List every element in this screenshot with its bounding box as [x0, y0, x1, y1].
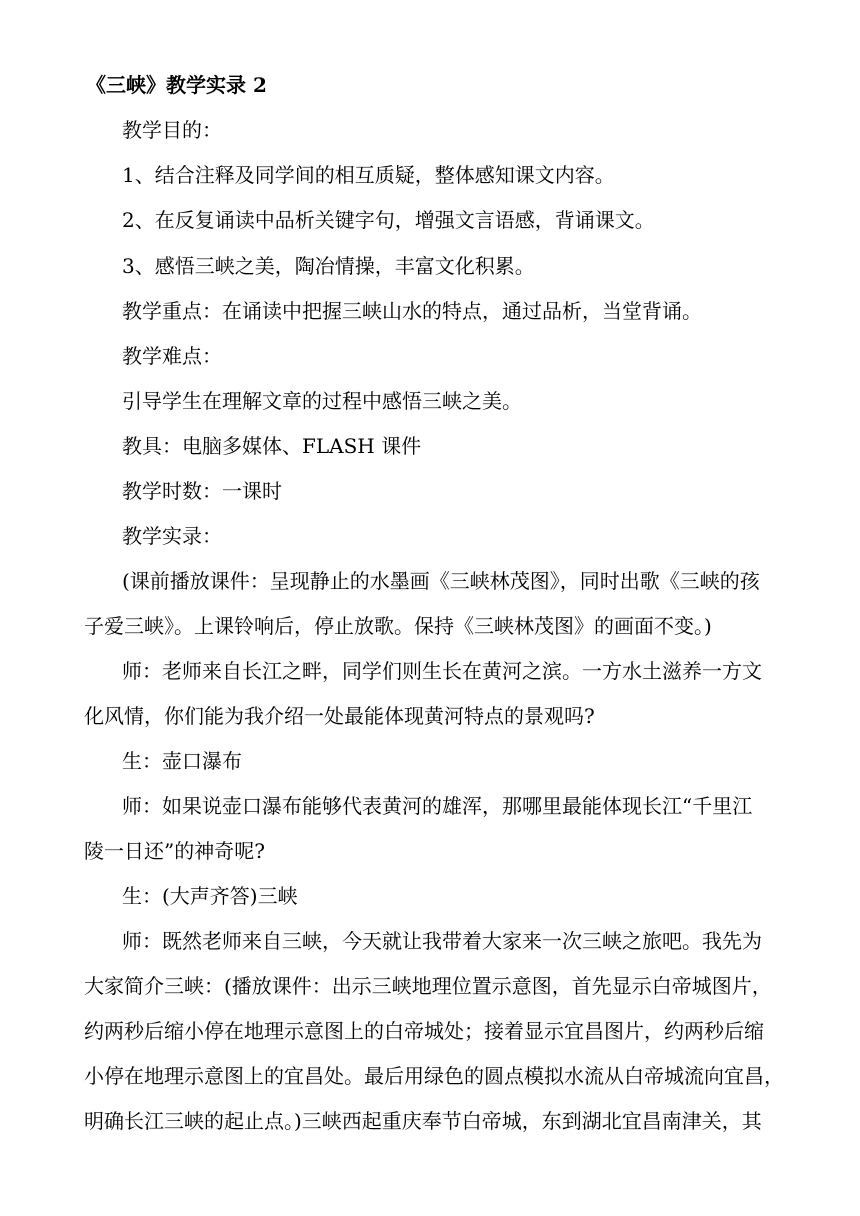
goal-item-3: 3、感悟三峡之美，陶冶情操，丰富文化积累。: [122, 254, 535, 278]
heading-teaching-record: 教学实录：: [122, 524, 222, 548]
paragraph-line: 明确长江三峡的起止点。)三峡西起重庆奉节白帝城，东到湖北宜昌南津关，其: [84, 1109, 762, 1133]
difficulty-text: 引导学生在理解文章的过程中感悟三峡之美。: [122, 389, 522, 413]
teaching-tools: 教具：电脑多媒体、FLASH 课件: [122, 434, 422, 458]
paragraph-line: 师：既然老师来自三峡，今天就让我带着大家来一次三峡之旅吧。我先为: [122, 929, 762, 953]
paragraph-line: 师：如果说壶口瀑布能够代表黄河的雄浑，那哪里最能体现长江“千里江: [122, 794, 753, 818]
paragraph-line: 子爱三峡》。上课铃响后，停止放歌。保持《三峡林茂图》的画面不变。): [84, 614, 712, 638]
paragraph-line: 化风情，你们能为我介绍一处最能体现黄河特点的景观吗?: [84, 704, 595, 728]
heading-teaching-goals: 教学目的：: [122, 118, 222, 142]
document-title: 《三峡》教学实录 2: [86, 73, 267, 97]
paragraph-line: 大家简介三峡：(播放课件：出示三峡地理位置示意图，首先显示白帝城图片，: [84, 974, 772, 998]
goal-item-2: 2、在反复诵读中品析关键字句，增强文言语感，背诵课文。: [122, 208, 655, 232]
paragraph-line: (课前播放课件：呈现静止的水墨画《三峡林茂图》，同时出歌《三峡的孩: [122, 569, 760, 593]
paragraph-line: 生：壶口瀑布: [122, 749, 242, 773]
paragraph-line: 约两秒后缩小停在地理示意图上的白帝城处；接着显示宜昌图片，约两秒后缩: [84, 1019, 764, 1043]
paragraph-line: 小停在地理示意图上的宜昌处。最后用绿色的圆点模拟水流从白帝城流向宜昌，: [84, 1064, 784, 1088]
heading-difficulties: 教学难点：: [122, 344, 222, 368]
paragraph-line: 生：(大声齐答)三峡: [122, 884, 298, 908]
class-hours: 教学时数：一课时: [122, 479, 282, 503]
key-points: 教学重点：在诵读中把握三峡山水的特点，通过品析，当堂背诵。: [122, 299, 702, 323]
paragraph-line: 师：老师来自长江之畔，同学们则生长在黄河之滨。一方水土滋养一方文: [122, 659, 762, 683]
paragraph-line: 陵一日还”的神奇呢?: [84, 839, 265, 863]
goal-item-1: 1、结合注释及同学间的相互质疑，整体感知课文内容。: [122, 163, 615, 187]
